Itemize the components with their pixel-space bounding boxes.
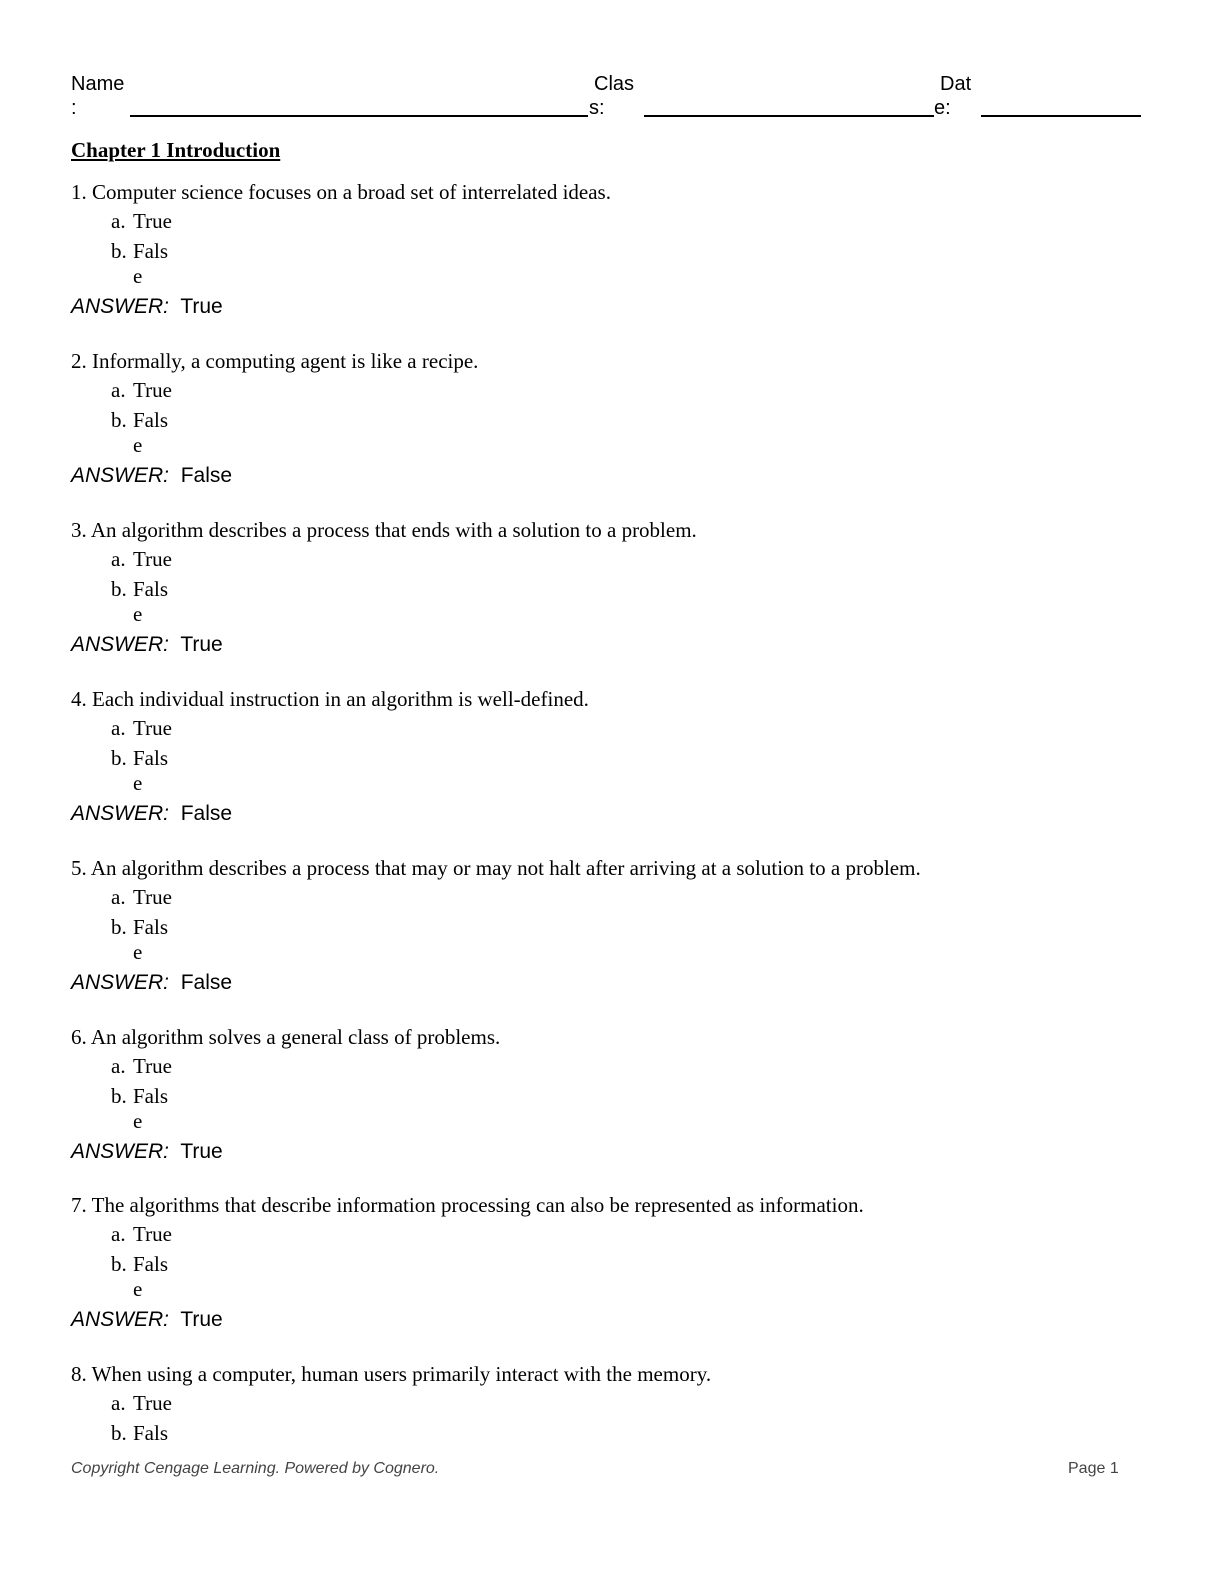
date-label-bottom: e:: [934, 97, 951, 119]
answer-label: ANSWER:: [71, 464, 170, 487]
answer-value: True: [180, 295, 223, 318]
answer-line: [71, 295, 1151, 319]
option-a[interactable]: a. True: [111, 716, 172, 740]
question-number: 1.: [71, 180, 87, 204]
option-b-wrap: e: [133, 433, 143, 457]
question-text: An algorithm solves a general class of problems.: [90, 1025, 501, 1049]
question-text: Computer science focuses on a broad set of interrelated ideas.: [92, 180, 611, 204]
question-number: 6.: [71, 1025, 87, 1049]
answer-label: ANSWER:: [71, 295, 170, 318]
question-text: An algorithm describes a process that ends with a solution to a problem.: [90, 518, 697, 542]
date-field-line[interactable]: [981, 115, 1141, 117]
question-text: Informally, a computing agent is like a recipe.: [92, 349, 479, 373]
name-label-top: Name: [71, 73, 125, 95]
option-b[interactable]: b. Fals: [111, 239, 169, 263]
question-text: An algorithm describes a process that may or may not halt after arriving at a solution to a problem.: [90, 856, 921, 880]
option-a[interactable]: a. True: [111, 378, 172, 402]
answer-label: ANSWER:: [71, 1140, 170, 1163]
class-field-line[interactable]: [644, 115, 934, 117]
question-8: [71, 1362, 1151, 1445]
answer-line: [71, 633, 1151, 657]
question-number: 7.: [71, 1193, 87, 1217]
question-text: When using a computer, human users primarily interact with the memory.: [91, 1362, 712, 1386]
answer-line: [71, 802, 1151, 826]
name-label-bottom: :: [71, 97, 77, 119]
option-a[interactable]: a. True: [111, 885, 172, 909]
option-b-wrap: e: [133, 264, 143, 288]
class-label-top: Clas: [594, 73, 635, 95]
question-1: [71, 180, 1151, 319]
answer-label: ANSWER:: [71, 802, 170, 825]
option-b[interactable]: b. Fals: [111, 1421, 169, 1445]
question-text: Each individual instruction in an algorithm is well-defined.: [92, 687, 589, 711]
option-a[interactable]: a. True: [111, 1054, 172, 1078]
chapter-title: Chapter 1 Introduction: [71, 138, 281, 162]
option-a[interactable]: a. True: [111, 209, 172, 233]
footer-page-number: Page 1: [1068, 1460, 1119, 1477]
footer-copyright: Copyright Cengage Learning. Powered by Cognero.: [71, 1460, 440, 1477]
option-b[interactable]: b. Fals: [111, 1084, 169, 1108]
question-number: 4.: [71, 687, 87, 711]
option-b[interactable]: b. Fals: [111, 408, 169, 432]
answer-label: ANSWER:: [71, 971, 170, 994]
question-number: 2.: [71, 349, 87, 373]
answer-line: [71, 464, 1151, 488]
question-number: 3.: [71, 518, 87, 542]
class-label-bottom: s:: [589, 97, 605, 119]
name-field-line[interactable]: [130, 115, 588, 117]
answer-line: [71, 1308, 1151, 1332]
answer-line: [71, 1140, 1151, 1164]
answer-value: True: [180, 1140, 223, 1163]
option-b-wrap: e: [133, 1109, 143, 1133]
option-b[interactable]: b. Fals: [111, 577, 169, 601]
answer-label: ANSWER:: [71, 633, 170, 656]
question-6: [71, 1025, 1151, 1164]
option-b-wrap: e: [133, 771, 143, 795]
option-b[interactable]: b. Fals: [111, 1252, 169, 1276]
answer-value: False: [180, 971, 233, 994]
option-b[interactable]: b. Fals: [111, 915, 169, 939]
option-a[interactable]: a. True: [111, 1222, 172, 1246]
answer-line: [71, 971, 1151, 995]
question-number: 5.: [71, 856, 87, 880]
question-4: [71, 687, 1151, 826]
answer-label: ANSWER:: [71, 1308, 170, 1331]
answer-value: False: [180, 802, 233, 825]
option-a[interactable]: a. True: [111, 547, 172, 571]
option-b-wrap: e: [133, 940, 143, 964]
question-7: [71, 1193, 1151, 1332]
answer-value: False: [180, 464, 233, 487]
question-5: [71, 856, 1151, 995]
answer-value: True: [180, 633, 223, 656]
option-b-wrap: e: [133, 602, 143, 626]
question-2: [71, 349, 1151, 488]
question-number: 8.: [71, 1362, 87, 1386]
question-text: The algorithms that describe information processing can also be represented as information.: [91, 1193, 864, 1217]
option-a[interactable]: a. True: [111, 1391, 172, 1415]
question-3: [71, 518, 1151, 657]
date-label-top: Dat: [940, 73, 972, 95]
option-b-wrap: e: [133, 1277, 143, 1301]
option-b[interactable]: b. Fals: [111, 746, 169, 770]
answer-value: True: [180, 1308, 223, 1331]
